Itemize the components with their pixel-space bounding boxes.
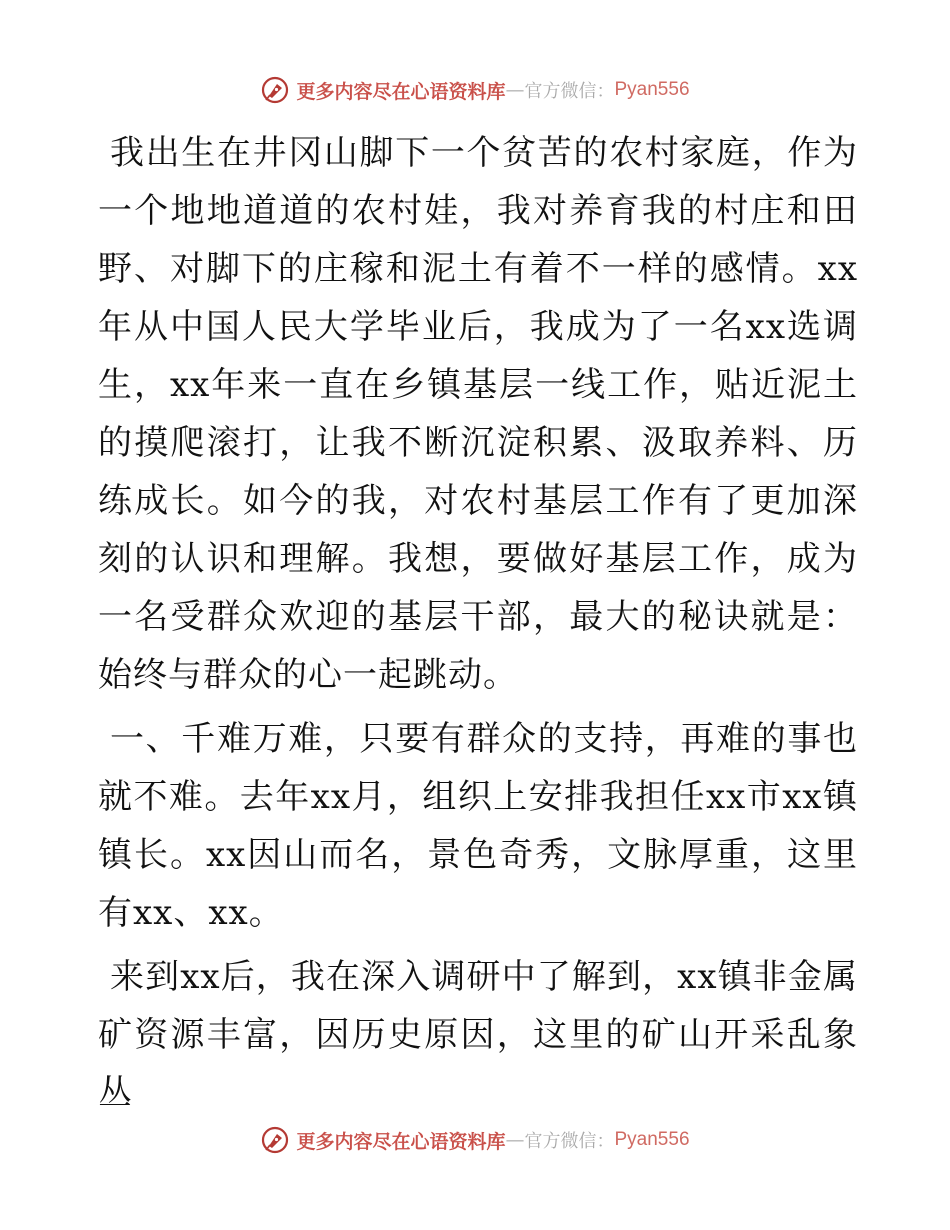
watermark-separator: — <box>505 1129 525 1151</box>
pen-nib-logo-icon <box>260 1125 290 1155</box>
paragraph-section-one: 一、千难万难，只要有群众的支持，再难的事也就不难。去年xx月，组织上安排我担任xx市xx镇镇长。xx因山而名，景色奇秀，文脉厚重，这里有xx、xx。 <box>98 719 858 933</box>
watermark-wechat-id: Pyan556 <box>614 1129 690 1150</box>
watermark-separator: — <box>505 79 525 101</box>
watermark-official-label: 官方微信： <box>524 81 615 102</box>
watermark-official-label: 官方微信： <box>524 1131 615 1152</box>
watermark-brand-text: 更多内容尽在心语资料库 <box>296 80 506 103</box>
paragraph-continued: 来到xx后，我在深入调研中了解到，xx镇非金属矿资源丰富，因历史原因，这里的矿山开采乱象丛 <box>98 957 858 1113</box>
paragraph-intro: 我出生在井冈山脚下一个贫苦的农村家庭，作为一个地地道道的农村娃，我对养育我的村庄和田野、对脚下的庄稼和泥土有着不一样的感情。xx年从中国人民大学毕业后，我成为了一名xx选调生，xx年来一直在乡镇基层一线工作，贴近泥土的摸爬滚打，让我不断沉淀积累、汲取养料、历练成长。如今的我，对农村基层工作有了更加深刻的认识和理解。我想，要做好基层工作，成为一名受群众欢迎的基层干部，最大的秘诀就是：始终与群众的心一起跳动。 <box>98 133 858 695</box>
watermark-wechat-id: Pyan556 <box>614 79 690 100</box>
pen-nib-logo-icon <box>260 75 290 105</box>
document-body <box>98 124 858 1122</box>
header-watermark <box>0 70 950 110</box>
footer-watermark <box>0 1120 950 1160</box>
watermark-brand-text: 更多内容尽在心语资料库 <box>296 1130 506 1153</box>
